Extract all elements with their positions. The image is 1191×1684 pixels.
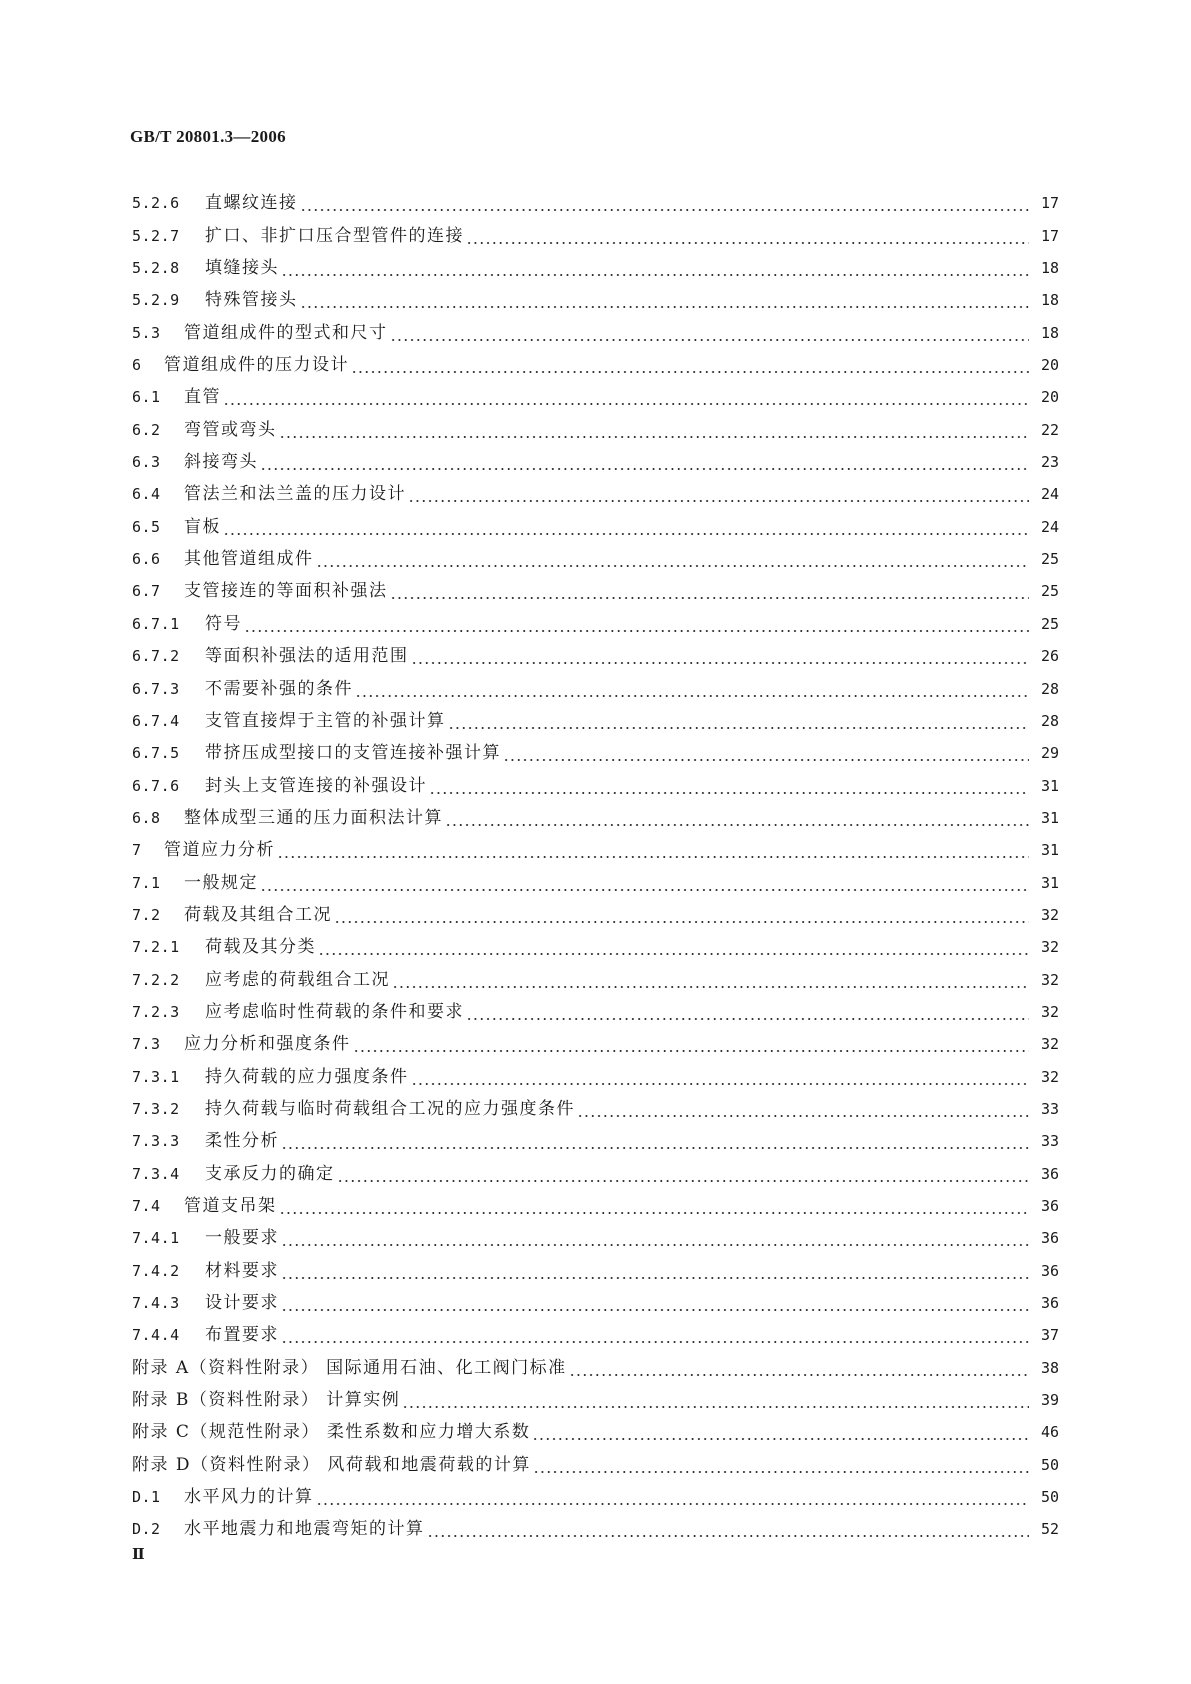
toc-section-number: 6.7.3 bbox=[132, 679, 180, 698]
toc-entry[interactable] bbox=[132, 472, 1059, 504]
toc-entry[interactable] bbox=[132, 278, 1059, 310]
toc-page-number: 20 bbox=[1040, 388, 1059, 407]
toc-dot-leader bbox=[300, 290, 1030, 310]
toc-entry[interactable] bbox=[132, 1184, 1059, 1216]
toc-section-title: 附录 C（规范性附录） 柔性系数和应力增大系数 bbox=[132, 1422, 531, 1443]
toc-section-number: 5.3 bbox=[132, 323, 161, 342]
toc-dot-leader bbox=[316, 1487, 1030, 1507]
toc-entry[interactable] bbox=[132, 1216, 1059, 1248]
toc-dot-leader bbox=[466, 226, 1029, 246]
toc-dot-leader bbox=[355, 679, 1029, 699]
toc-section-number: 7.3.4 bbox=[132, 1164, 180, 1183]
toc-section-title: 荷载及其分类 bbox=[205, 937, 316, 958]
toc-section-number: 7.3.1 bbox=[132, 1067, 180, 1086]
toc-dot-leader bbox=[532, 1422, 1029, 1442]
toc-page-number: 18 bbox=[1040, 323, 1059, 342]
toc-page-number: 32 bbox=[1040, 1035, 1059, 1054]
toc-section-title: 不需要补强的条件 bbox=[205, 678, 353, 699]
toc-entry[interactable] bbox=[132, 440, 1059, 472]
toc-section-number: 7.1 bbox=[132, 873, 161, 892]
toc-dot-leader bbox=[316, 549, 1030, 569]
toc-section-number: 7.4.1 bbox=[132, 1229, 180, 1248]
toc-section-title: 管法兰和法兰盖的压力设计 bbox=[184, 484, 406, 505]
toc-entry[interactable] bbox=[132, 1248, 1059, 1280]
toc-page-number: 29 bbox=[1040, 744, 1059, 763]
toc-dot-leader bbox=[334, 905, 1029, 925]
toc-entry[interactable] bbox=[132, 181, 1059, 213]
toc-page-number: 31 bbox=[1040, 841, 1059, 860]
toc-section-title: 整体成型三通的压力面积法计算 bbox=[184, 807, 443, 828]
toc-entry[interactable] bbox=[132, 407, 1059, 439]
toc-dot-leader bbox=[281, 1261, 1029, 1281]
toc-section-title: 直管 bbox=[184, 387, 221, 408]
toc-page-number: 38 bbox=[1040, 1358, 1059, 1377]
toc-section-title: 管道支吊架 bbox=[184, 1196, 277, 1216]
toc-page-number: 52 bbox=[1040, 1520, 1059, 1539]
toc-section-title: 布置要求 bbox=[205, 1325, 279, 1346]
toc-page-number: 28 bbox=[1040, 679, 1059, 698]
toc-page-number: 46 bbox=[1040, 1423, 1059, 1442]
toc-dot-leader bbox=[448, 711, 1030, 731]
toc-entry[interactable] bbox=[132, 1022, 1059, 1054]
toc-section-number: 5.2.8 bbox=[132, 259, 180, 278]
toc-section-number: 6.7.6 bbox=[132, 776, 180, 795]
toc-section-number: 6.7 bbox=[132, 582, 161, 601]
toc-section-title: 水平风力的计算 bbox=[184, 1487, 314, 1508]
toc-entry[interactable] bbox=[132, 1475, 1059, 1507]
toc-page-number: 50 bbox=[1040, 1488, 1059, 1507]
toc-section-number: 6.7.2 bbox=[132, 647, 180, 666]
toc-section-title: 一般要求 bbox=[205, 1228, 279, 1249]
toc-entry[interactable] bbox=[132, 1281, 1059, 1313]
toc-section-number: 6.7.5 bbox=[132, 744, 180, 763]
toc-page-number: 32 bbox=[1040, 938, 1059, 957]
toc-page-number: 37 bbox=[1040, 1326, 1059, 1345]
toc-page-number: 32 bbox=[1040, 1067, 1059, 1086]
toc-section-title: 支管直接焊于主管的补强计算 bbox=[205, 710, 446, 731]
toc-dot-leader bbox=[577, 1099, 1029, 1119]
toc-dot-leader bbox=[466, 1002, 1029, 1022]
toc-dot-leader bbox=[281, 1293, 1029, 1313]
toc-page-number: 31 bbox=[1040, 808, 1059, 827]
toc-page-number: 32 bbox=[1040, 970, 1059, 989]
toc-section-number: 6.3 bbox=[132, 453, 161, 472]
toc-section-title: 持久荷载的应力强度条件 bbox=[205, 1066, 409, 1087]
toc-section-number: 7.4 bbox=[132, 1197, 161, 1215]
toc-entry[interactable] bbox=[132, 666, 1059, 698]
toc-entry[interactable] bbox=[132, 1410, 1059, 1442]
toc-page-number: 24 bbox=[1040, 485, 1059, 504]
toc-page-number: 50 bbox=[1040, 1455, 1059, 1474]
toc-entry[interactable] bbox=[132, 828, 1059, 860]
toc-dot-leader bbox=[411, 1067, 1030, 1087]
toc-section-number: 6.2 bbox=[132, 420, 161, 439]
toc-section-number: 6.8 bbox=[132, 808, 161, 827]
toc-section-number: 7.2.3 bbox=[132, 1002, 180, 1021]
toc-page-number: 36 bbox=[1040, 1261, 1059, 1280]
toc-section-number: 7.4.4 bbox=[132, 1326, 180, 1345]
toc-section-title: 一般规定 bbox=[184, 872, 258, 893]
toc-entry[interactable] bbox=[132, 375, 1059, 407]
toc-dot-leader bbox=[281, 1228, 1029, 1248]
toc-section-title: 管道组成件的型式和尺寸 bbox=[184, 322, 388, 343]
toc-dot-leader bbox=[427, 1519, 1030, 1539]
toc-dot-leader bbox=[408, 484, 1029, 504]
toc-page-number: 31 bbox=[1040, 873, 1059, 892]
toc-section-title: 水平地震力和地震弯矩的计算 bbox=[184, 1519, 425, 1540]
toc-entry[interactable] bbox=[132, 1087, 1059, 1119]
toc-section-title: 管道组成件的压力设计 bbox=[164, 355, 349, 376]
toc-dot-leader bbox=[281, 1325, 1029, 1345]
toc-section-number: 7.3.3 bbox=[132, 1132, 180, 1151]
toc-section-number: 7.4.2 bbox=[132, 1261, 180, 1280]
toc-page-number: 28 bbox=[1040, 711, 1059, 730]
toc-section-number: 6 bbox=[132, 356, 142, 375]
toc-entry[interactable] bbox=[132, 1054, 1059, 1086]
toc-section-title: 管道应力分析 bbox=[164, 840, 275, 861]
toc-page-number: 17 bbox=[1040, 194, 1059, 213]
toc-section-title: 设计要求 bbox=[205, 1293, 279, 1314]
toc-dot-leader bbox=[353, 1034, 1030, 1054]
toc-page-number: 25 bbox=[1040, 614, 1059, 633]
toc-section-title: 附录 D（资料性附录） 风荷载和地震荷载的计算 bbox=[132, 1454, 531, 1475]
toc-entry[interactable] bbox=[132, 504, 1059, 536]
toc-dot-leader bbox=[392, 970, 1029, 990]
toc-section-number: 7.3.2 bbox=[132, 1099, 180, 1118]
toc-section-title: 斜接弯头 bbox=[184, 452, 258, 473]
toc-entry[interactable] bbox=[132, 957, 1059, 989]
toc-section-number: 6.5 bbox=[132, 517, 161, 536]
toc-entry[interactable] bbox=[132, 1507, 1059, 1539]
toc-dot-leader bbox=[390, 581, 1030, 601]
toc-section-title: 直螺纹连接 bbox=[205, 193, 298, 214]
toc-section-number: 6.7.1 bbox=[132, 614, 180, 633]
toc-page-number: 22 bbox=[1040, 420, 1059, 439]
page-number: Ⅱ bbox=[132, 1547, 145, 1563]
toc-dot-leader bbox=[223, 517, 1029, 537]
toc-dot-leader bbox=[318, 937, 1029, 957]
toc-dot-leader bbox=[429, 776, 1029, 796]
toc-section-title: 封头上支管连接的补强设计 bbox=[205, 775, 427, 796]
toc-page-number: 32 bbox=[1040, 905, 1059, 924]
toc-section-title: 等面积补强法的适用范围 bbox=[205, 646, 409, 667]
toc-section-title: 特殊管接头 bbox=[205, 290, 298, 311]
toc-section-number: 5.2.9 bbox=[132, 291, 180, 310]
toc-section-number: 5.2.7 bbox=[132, 226, 180, 245]
toc-page-number: 39 bbox=[1040, 1391, 1059, 1410]
toc-entry[interactable] bbox=[132, 569, 1059, 601]
toc-page-number: 32 bbox=[1040, 1002, 1059, 1021]
toc-entry[interactable] bbox=[132, 213, 1059, 245]
toc-entry[interactable] bbox=[132, 699, 1059, 731]
toc-page-number: 25 bbox=[1040, 582, 1059, 601]
toc-section-title: 持久荷载与临时荷载组合工况的应力强度条件 bbox=[205, 1098, 575, 1119]
toc-page-number: 33 bbox=[1040, 1099, 1059, 1118]
toc-entry[interactable] bbox=[132, 990, 1059, 1022]
toc-page-number: 31 bbox=[1040, 776, 1059, 795]
toc-entry[interactable] bbox=[132, 1378, 1059, 1410]
toc-dot-leader bbox=[351, 355, 1029, 375]
toc-section-number: 5.2.6 bbox=[132, 194, 180, 213]
toc-dot-leader bbox=[281, 258, 1029, 278]
toc-page-number: 36 bbox=[1040, 1197, 1059, 1215]
toc-section-title: 带挤压成型接口的支管连接补强计算 bbox=[205, 743, 501, 764]
toc-section-number: 7.3 bbox=[132, 1035, 161, 1054]
toc-dot-leader bbox=[281, 1131, 1029, 1151]
toc-page-number: 23 bbox=[1040, 453, 1059, 472]
toc-entry[interactable] bbox=[132, 246, 1059, 278]
toc-section-number: 6.6 bbox=[132, 550, 161, 569]
toc-entry[interactable] bbox=[132, 763, 1059, 795]
toc-dot-leader bbox=[337, 1164, 1030, 1184]
toc-entry[interactable] bbox=[132, 310, 1059, 342]
toc-entry[interactable] bbox=[132, 601, 1059, 633]
toc-dot-leader bbox=[277, 840, 1029, 860]
toc-dot-leader bbox=[445, 808, 1029, 828]
toc-dot-leader bbox=[260, 452, 1029, 472]
toc-dot-leader bbox=[244, 614, 1029, 634]
toc-dot-leader bbox=[390, 323, 1030, 343]
toc-section-title: 材料要求 bbox=[205, 1260, 279, 1281]
toc-dot-leader bbox=[300, 193, 1030, 213]
toc-dot-leader bbox=[533, 1455, 1029, 1475]
toc-section-title: 支管接连的等面积补强法 bbox=[184, 581, 388, 602]
toc-page-number: 17 bbox=[1040, 226, 1059, 245]
toc-entry[interactable] bbox=[132, 731, 1059, 763]
toc-page-number: 36 bbox=[1040, 1294, 1059, 1313]
toc-section-title: 附录 A（资料性附录） 国际通用石油、化工阀门标准 bbox=[132, 1357, 567, 1378]
toc-page-number: 24 bbox=[1040, 517, 1059, 536]
toc-page-number: 25 bbox=[1040, 550, 1059, 569]
toc-section-title: 其他管道组成件 bbox=[184, 549, 314, 570]
toc-dot-leader bbox=[411, 646, 1030, 666]
toc-page-number: 33 bbox=[1040, 1132, 1059, 1151]
toc-section-title: 应力分析和强度条件 bbox=[184, 1034, 351, 1055]
toc-page-number: 36 bbox=[1040, 1229, 1059, 1248]
toc-page-number: 26 bbox=[1040, 647, 1059, 666]
toc-page-number: 18 bbox=[1040, 291, 1059, 310]
toc-dot-leader bbox=[503, 743, 1029, 763]
toc-entry[interactable] bbox=[132, 860, 1059, 892]
toc-section-title: 填缝接头 bbox=[205, 258, 279, 279]
toc-section-title: 荷载及其组合工况 bbox=[184, 904, 332, 925]
toc-section-title: 应考虑的荷载组合工况 bbox=[205, 969, 390, 990]
toc-section-title: 符号 bbox=[205, 613, 242, 634]
toc-section-title: 扩口、非扩口压合型管件的连接 bbox=[205, 225, 464, 246]
toc-entry[interactable] bbox=[132, 1151, 1059, 1183]
toc-section-number: 6.4 bbox=[132, 485, 161, 504]
toc-entry[interactable] bbox=[132, 925, 1059, 957]
toc-entry[interactable] bbox=[132, 1119, 1059, 1151]
standard-code-header: GB/T 20801.3—2006 bbox=[130, 127, 286, 146]
toc-entry[interactable] bbox=[132, 537, 1059, 569]
toc-page-number: 36 bbox=[1040, 1164, 1059, 1183]
toc-section-number: 7.2 bbox=[132, 905, 161, 924]
toc-dot-leader bbox=[279, 1196, 1030, 1216]
toc-dot-leader bbox=[279, 420, 1030, 440]
toc-section-title: 弯管或弯头 bbox=[184, 419, 277, 440]
toc-entry[interactable] bbox=[132, 796, 1059, 828]
toc-section-number: 7.4.3 bbox=[132, 1294, 180, 1313]
toc-section-number: 7.2.2 bbox=[132, 970, 180, 989]
toc-section-number: D.1 bbox=[132, 1488, 161, 1507]
toc-entry[interactable] bbox=[132, 634, 1059, 666]
toc-entry[interactable] bbox=[132, 893, 1059, 925]
toc-section-number: 7.2.1 bbox=[132, 938, 180, 957]
toc-section-title: 支承反力的确定 bbox=[205, 1163, 335, 1184]
toc-entry[interactable] bbox=[132, 1313, 1059, 1345]
toc-dot-leader bbox=[260, 873, 1029, 893]
toc-section-title: 应考虑临时性荷载的条件和要求 bbox=[205, 1001, 464, 1022]
toc-section-title: 柔性分析 bbox=[205, 1131, 279, 1152]
toc-entry[interactable] bbox=[132, 343, 1059, 375]
toc-dot-leader bbox=[569, 1358, 1029, 1378]
toc-section-number: 6.7.4 bbox=[132, 711, 180, 730]
toc-dot-leader bbox=[402, 1390, 1029, 1410]
toc-section-number: 6.1 bbox=[132, 388, 161, 407]
toc-page-number: 20 bbox=[1040, 356, 1059, 375]
toc-entry[interactable] bbox=[132, 1442, 1059, 1474]
toc-section-number: D.2 bbox=[132, 1520, 161, 1539]
toc-section-title: 盲板 bbox=[184, 516, 221, 537]
toc-page-number: 18 bbox=[1040, 259, 1059, 278]
toc-dot-leader bbox=[223, 387, 1029, 407]
toc-entry[interactable] bbox=[132, 1345, 1059, 1377]
table-of-contents bbox=[132, 181, 1059, 1539]
toc-section-number: 7 bbox=[132, 841, 142, 860]
toc-section-title: 附录 B（资料性附录） 计算实例 bbox=[132, 1390, 401, 1411]
